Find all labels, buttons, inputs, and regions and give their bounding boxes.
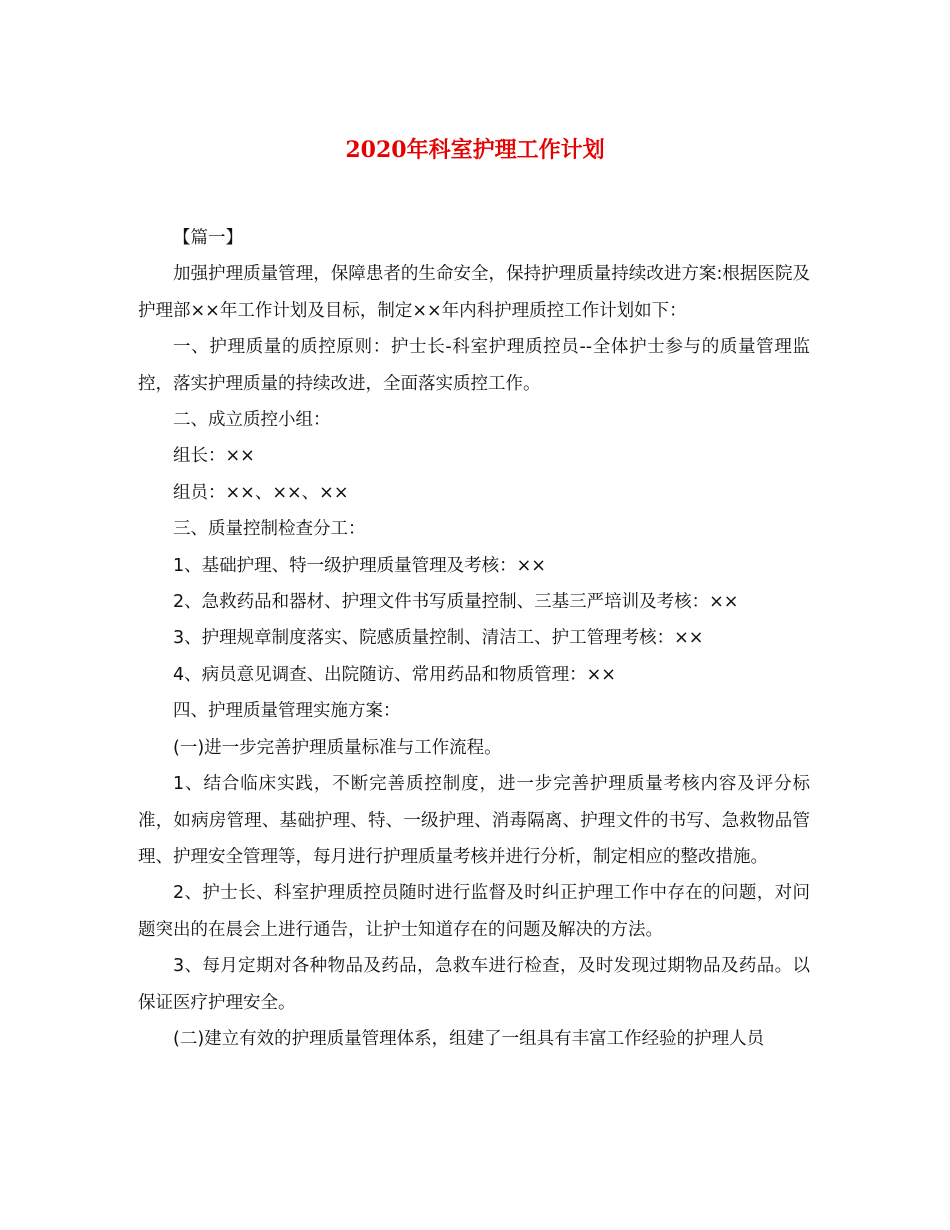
paragraph-plan-item-2: 2、护士长、科室护理质控员随时进行监督及时纠正护理工作中存在的问题，对问题突出的在晨会上进行通告，让护士知道存在的问题及解决的方法。 bbox=[138, 883, 810, 940]
paragraph-plan-item-1: 1、结合临床实践，不断完善质控制度，进一步完善护理质量考核内容及评分标准，如病房管理、基础护理、特、一级护理、消毒隔离、护理文件的书写、急救物品管理、护理安全管理等，每月进行护理质量考核并进行分析，制定相应的整改措施。 bbox=[138, 774, 810, 867]
paragraph-plan-item-3: 3、每月定期对各种物品及药品，急救车进行检查，及时发现过期物品及药品。以保证医疗护理安全。 bbox=[138, 956, 810, 1013]
paragraph-principle: 一、护理质量的质控原则：护士长-科室护理质控员--全体护士参与的质量管理监控，落实护理质量的持续改进，全面落实质控工作。 bbox=[138, 337, 810, 394]
paragraph-division-4: 4、病员意见调查、出院随访、常用药品和物质管理：×× bbox=[173, 664, 616, 685]
paragraph-division-3: 3、护理规章制度落实、院感质量控制、清洁工、护工管理考核：×× bbox=[173, 628, 704, 649]
paragraph-division-2: 2、急救药品和器材、护理文件书写质量控制、三基三严培训及考核：×× bbox=[173, 592, 739, 613]
paragraph-group-leader: 组长：×× bbox=[173, 446, 255, 467]
paragraph-division-1: 1、基础护理、特一级护理质量管理及考核：×× bbox=[173, 555, 546, 576]
paragraph-plan-subheading-2: (二)建立有效的护理质量管理体系，组建了一组具有丰富工作经验的护理人员 bbox=[173, 1028, 765, 1049]
paragraph-group-heading: 二、成立质控小组： bbox=[173, 410, 331, 431]
document-body bbox=[138, 220, 810, 1057]
paragraph-plan-subheading-1: (一)进一步完善护理质量标准与工作流程。 bbox=[173, 737, 502, 758]
paragraph-division-heading: 三、质量控制检查分工： bbox=[173, 519, 366, 540]
paragraph-section-header: 【篇一】 bbox=[173, 228, 243, 248]
paragraph-group-members: 组员：××、××、×× bbox=[173, 482, 349, 503]
paragraph-plan-heading: 四、护理质量管理实施方案： bbox=[173, 701, 401, 722]
document-title: 2020年科室护理工作计划 bbox=[345, 137, 605, 163]
paragraph-intro: 加强护理质量管理，保障患者的生命安全，保持护理质量持续改进方案:根据医院及护理部××年工作计划及目标，制定××年内科护理质控工作计划如下： bbox=[138, 264, 810, 321]
